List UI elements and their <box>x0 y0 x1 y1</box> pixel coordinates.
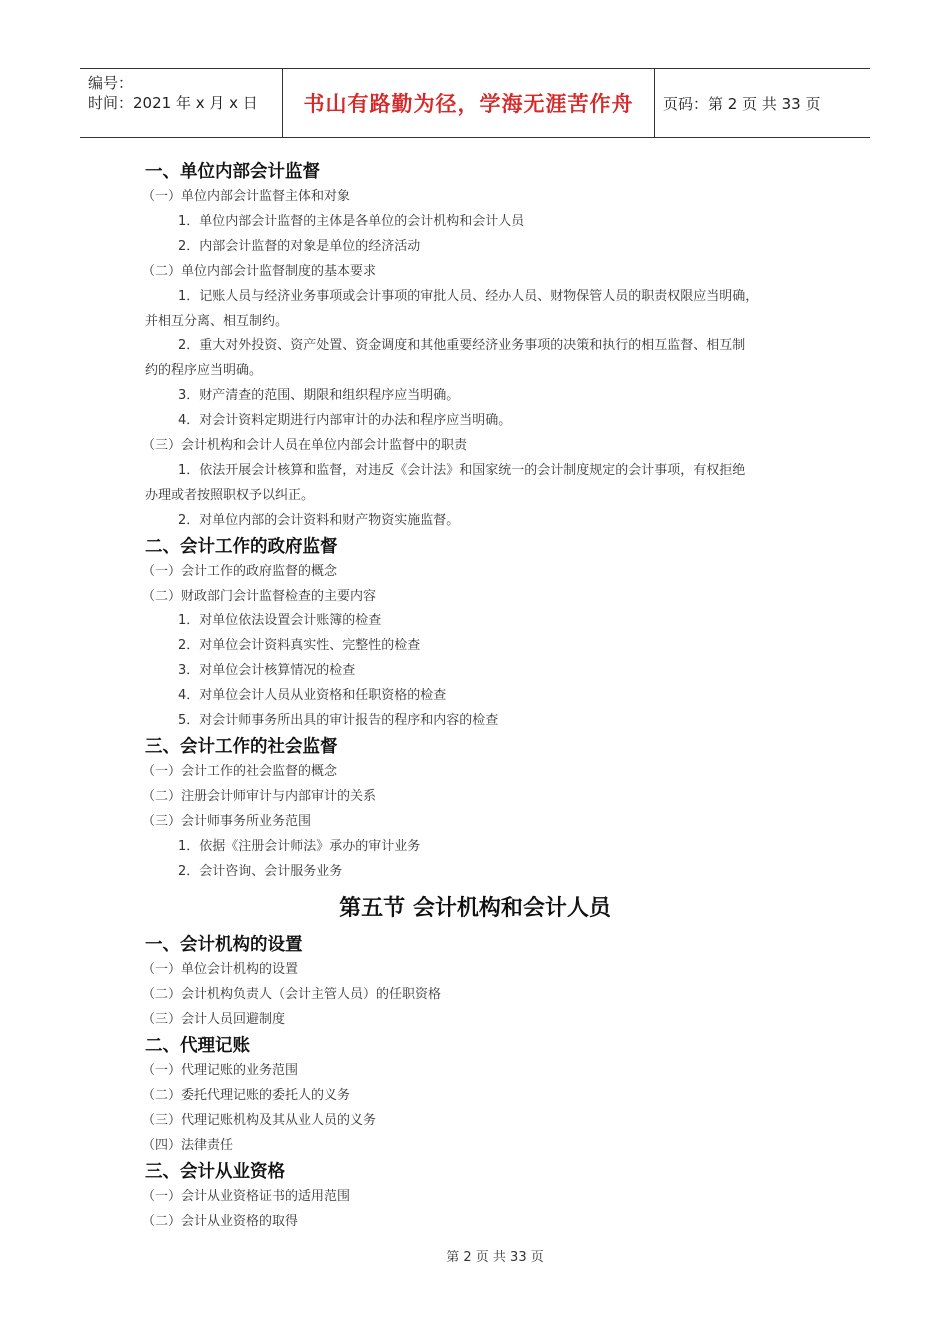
subheading: （一）会计工作的社会监督的概念 <box>142 763 338 779</box>
subheading: （三）会计人员回避制度 <box>142 1012 286 1028</box>
subheading: （二）财政部门会计监督检查的主要内容 <box>142 588 377 604</box>
subheading: （一）单位会计机构的设置 <box>142 962 299 978</box>
list-item-continuation: 约的程序应当明确。 <box>145 363 263 379</box>
heading-social-supervision: 三、会计工作的社会监督 <box>145 736 338 757</box>
subheading: （二）会计机构负责人（会计主管人员）的任职资格 <box>142 987 442 1003</box>
list-item <box>145 459 825 509</box>
document-time-label: 时间：2021 年 x 月 x 日 <box>88 94 258 112</box>
heading-agency-bookkeeping: 二、代理记账 <box>145 1036 250 1057</box>
subheading: （一）会计从业资格证书的适用范围 <box>142 1188 351 1204</box>
subheading: （三）会计机构和会计人员在单位内部会计监督中的职责 <box>142 438 468 454</box>
list-item <box>145 334 825 384</box>
subheading: （三）会计师事务所业务范围 <box>142 813 312 829</box>
list-item: 2．内部会计监督的对象是单位的经济活动 <box>178 238 421 254</box>
subheading: （二）单位内部会计监督制度的基本要求 <box>142 263 377 279</box>
list-item-text: 1．记账人员与经济业务事项或会计事项的审批人员、经办人员、财物保管人员的职责权限应当明确， <box>178 288 759 304</box>
list-item: 2．对单位会计资料真实性、完整性的检查 <box>178 638 421 654</box>
subheading: （一）单位内部会计监督主体和对象 <box>142 189 351 204</box>
list-item-continuation: 办理或者按照职权予以纠正。 <box>145 487 315 503</box>
heading-government-supervision: 二、会计工作的政府监督 <box>145 536 338 557</box>
list-item: 3．对单位会计核算情况的检查 <box>178 663 356 679</box>
subheading: （二）注册会计师审计与内部审计的关系 <box>142 788 377 804</box>
subheading: （四）法律责任 <box>142 1137 234 1153</box>
list-item: 1．依据《注册会计师法》承办的审计业务 <box>178 838 421 854</box>
header-motto: 书山有路勤为径，学海无涯苦作舟 <box>282 69 655 137</box>
header-left-cell <box>80 69 282 137</box>
subheading: （一）会计工作的政府监督的概念 <box>142 563 338 579</box>
page-header <box>80 68 870 138</box>
subheading: （二）委托代理记账的委托人的义务 <box>142 1088 351 1103</box>
list-item: 1．对单位依法设置会计账簿的检查 <box>178 613 382 629</box>
document-number-label: 编号： <box>88 74 134 92</box>
heading-internal-supervision: 一、单位内部会计监督 <box>145 162 320 182</box>
list-item: 4．对单位会计人员从业资格和任职资格的检查 <box>178 688 447 704</box>
list-item-text: 1．依法开展会计核算和监督，对违反《会计法》和国家统一的会计制度规定的会计事项，有权拒绝 <box>178 462 746 478</box>
list-item <box>145 285 825 335</box>
list-item: 5．对会计师事务所出具的审计报告的程序和内容的检查 <box>178 713 499 729</box>
heading-accounting-institution: 一、会计机构的设置 <box>145 935 303 956</box>
page-footer: 第 2 页 共 33 页 <box>446 1250 544 1265</box>
subheading: （二）会计从业资格的取得 <box>142 1213 299 1229</box>
list-item: 2．对单位内部的会计资料和财产物资实施监督。 <box>178 512 460 528</box>
list-item: 4．对会计资料定期进行内部审计的办法和程序应当明确。 <box>178 413 512 429</box>
list-item: 1．单位内部会计监督的主体是各单位的会计机构和会计人员 <box>178 213 525 229</box>
section-five-title: 第五节 会计机构和会计人员 <box>339 896 611 922</box>
subheading: （三）代理记账机构及其从业人员的义务 <box>142 1112 377 1128</box>
list-item: 2．会计咨询、会计服务业务 <box>178 863 343 879</box>
list-item-text: 2．重大对外投资、资产处置、资金调度和其他重要经济业务事项的决策和执行的相互监督、相互制 <box>178 338 746 354</box>
list-item-continuation: 并相互分离、相互制约。 <box>145 313 289 329</box>
subheading: （一）代理记账的业务范围 <box>142 1063 299 1079</box>
heading-practice-qualification: 三、会计从业资格 <box>145 1161 285 1182</box>
list-item: 3．财产清查的范围、期限和组织程序应当明确。 <box>178 388 460 404</box>
document-body <box>142 159 825 1234</box>
header-page-info: 页码：第 2 页 共 33 页 <box>663 94 821 113</box>
